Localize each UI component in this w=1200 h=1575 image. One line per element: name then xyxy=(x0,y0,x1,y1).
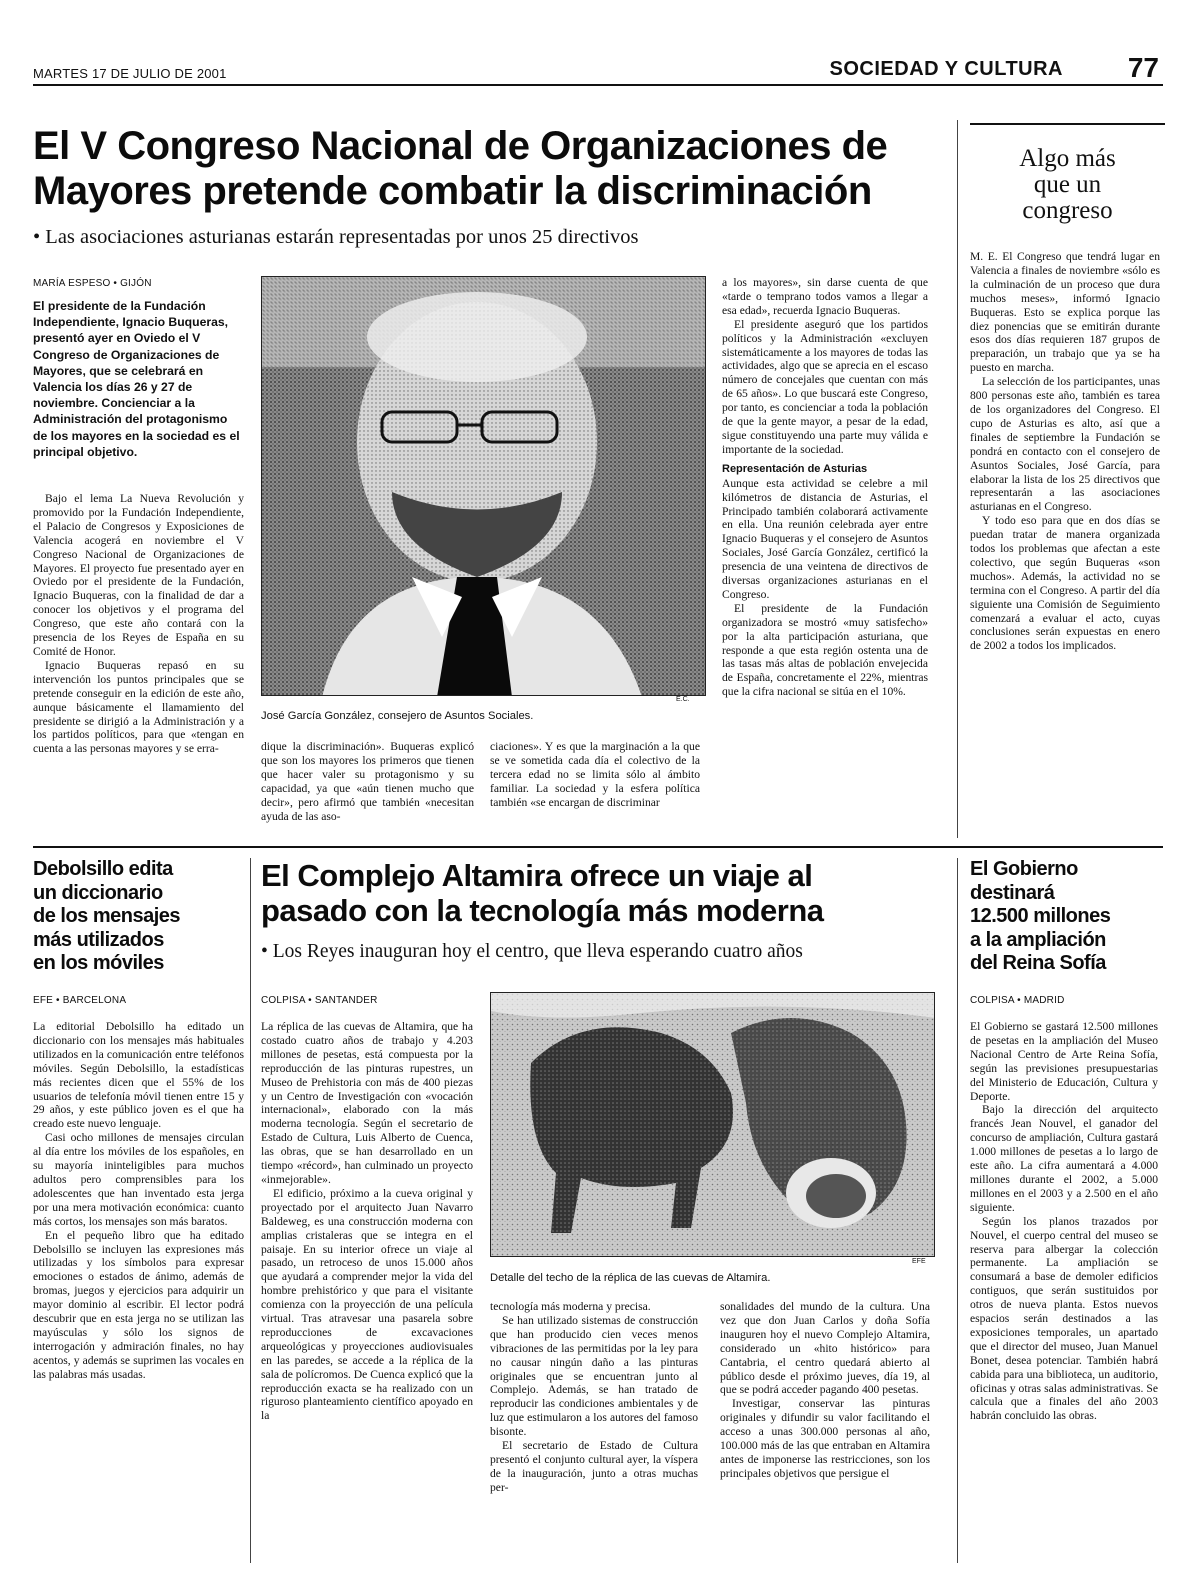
page-number: 77 xyxy=(1127,52,1159,83)
sidebar-body xyxy=(970,250,1160,653)
paragraph: La editorial Debolsillo ha editado un diccionario con los mensajes más habituales utilizados en la comunicación entre teléfonos móviles. Según Debolsillo, la estadísticas más recientes dicen que el 55% de los usuarios de telefonía móvil tienen entre 15 y 29 años, y este público joven es el que ha creado este nuevo lenguaje. xyxy=(33,1020,244,1131)
paragraph: La réplica de las cuevas de Altamira, que ha costado cuatro años de trabajo y 4.203 millones de pesetas, está compuesta por la reproducción de las pinturas rupestres, un Museo de Prehistoria con más de 400 piezas y un Centro de Investigación con «vocación internacional», elaborado con la más moderna tecnología. Según el secretario de Estado de Cultura, Luis Alberto de Cuenca, las obras, que se han desarrollado en un tiempo «récord», han culminado un proyecto «inmejorable». xyxy=(261,1020,473,1186)
debolsillo-body xyxy=(33,1020,244,1382)
altamira-column-1 xyxy=(261,1020,473,1423)
main-byline: MARÍA ESPESO • GIJÓN xyxy=(33,278,152,289)
paragraph: Casi ocho millones de mensajes circulan al día entre los móviles de los españoles, en su mayoría ininteligibles para muchos adultos pero comprensibles para los adolescentes que han inventado esta jerga por una mera motivación económica: cuanto más cortos, los mensajes son más baratos. xyxy=(33,1131,244,1228)
paragraph: ciaciones». Y es que la marginación a la que se ve sometida cada día el colectivo de la tercera edad no se limita sólo al ámbito familiar. La sociedad y la esfera política también «se encargan de discriminar xyxy=(490,740,700,809)
masthead xyxy=(33,54,1163,86)
main-column-2 xyxy=(261,740,474,823)
paragraph: sonalidades del mundo de la cultura. Una vez que don Juan Carlos y doña Sofía inauguren hoy el nuevo Complejo Altamira, considerado un «hito histórico» para Cantabria, el centro quedará abierto al público desde el próximo jueves, día 19, al que se podrá acceder pagando 400 pesetas. xyxy=(720,1300,930,1397)
altamira-column-3 xyxy=(720,1300,930,1481)
headline-line: de los mensajes xyxy=(33,905,181,927)
headline-line: pasado con la tecnología más moderna xyxy=(261,893,824,928)
paragraph: Bajo el lema La Nueva Revolución y promovido por la Fundación Independiente, el Palacio de Congresos y Exposiciones de Valencia acogerá en noviembre el V Congreso Nacional de Organizaciones de Mayores. El proyecto fue presentado ayer en Oviedo por el presidente de la Fundación, Ignacio Buqueras, con la finalidad de dar a conocer los objetivos y el programa del Congreso, que este año contará con la presencia de los Reyes de España en su Comité de Honor. xyxy=(33,492,244,658)
paragraph: El edificio, próximo a la cueva original y proyectado por el arquitecto Juan Navarro Baldeweg, es una construcción moderna con amplias cristaleras que se integra en el paisaje. En su interior ofrece un viaje al pasado, un retroceso de unos 15.000 años que ayudará a comprender mejor la vida del hombre prehistórico y que para el visitante comienza con la proyección de una película virtual. Tras atravesar una pasarela sobre reproducciones de excavaciones arqueológicas y proyecciones audiovisuales en las paredes, se accede a la réplica de la sala de polícromos. De Cuenca explicó que la reproducción exacta se ha realizado con un riguroso planteamiento científico apoyado en la xyxy=(261,1186,473,1423)
paragraph: En el pequeño libro que ha editado Debolsillo se incluyen las expresiones más utilizadas y los símbolos para expresar emociones o estados de ánimo, además de bromas, juegos y ejercicios para adquirir un mayor dominio al escribir. El lector podrá descubrir que en esta jerga no se utilizan las mayúsculas y sólo los signos de interrogación y admiración finales, no hay acentos, y además se suprimen las vocales en las palabras más usadas. xyxy=(33,1228,244,1381)
main-lede: El presidente de la Fundación Independiente, Ignacio Buqueras, presentó ayer en Oviedo el V Congreso de Organizaciones de Mayores, que se celebrará en Valencia los días 26 y 27 de noviembre. Concienciar a la Administración del protagonismo de los mayores en la sociedad es el principal objetivo. xyxy=(33,299,240,459)
headline-line: Debolsillo edita xyxy=(33,858,173,880)
headline-line: del Reina Sofía xyxy=(970,952,1106,974)
main-headline-line: El V Congreso Nacional de Organizaciones de xyxy=(33,124,888,168)
paragraph: a los mayores», sin darse cuenta de que «tarde o temprano todos vamos a llegar a esa edad», recuerda Ignacio Buqueras. xyxy=(722,276,928,317)
paragraph: Y todo eso para que en dos días se puedan tratar de manera organizada todos los problemas que afectan a este colectivo, que según Buqueras «son muchos». Además, la actividad no se termina con el Congreso. A partir del día siguiente una Comisión de Seguimiento comenzará a evaluar el acto, cuyas conclusiones serán expuestas en enero de 2002 a todos los implicados. xyxy=(970,514,1160,653)
portrait-image xyxy=(262,277,706,696)
column-rule xyxy=(957,120,958,838)
paragraph: Ignacio Buqueras repasó en su intervención los puntos principales que se pretende conseguir en la edición de este año, aunque básicamente el llamamiento del presidente se dirigió a la Administración y a los partidos políticos, para que «tengan en cuenta a las personas mayores y se erra- xyxy=(33,658,244,756)
debolsillo-headline xyxy=(33,858,243,976)
altamira-photo-caption: Detalle del techo de la réplica de las cuevas de Altamira. xyxy=(490,1272,771,1284)
reina-sofia-body xyxy=(970,1020,1158,1423)
photo-caption: José García González, consejero de Asuntos Sociales. xyxy=(261,710,534,722)
main-headline xyxy=(33,124,963,214)
sidebar-title-line: que un xyxy=(1033,171,1102,198)
main-column-4 xyxy=(722,276,928,699)
section-name: SOCIEDAD Y CULTURA xyxy=(829,58,1063,80)
sidebar-title-line: Algo más xyxy=(1019,145,1116,172)
headline-line: El Gobierno xyxy=(970,858,1078,880)
main-column-3 xyxy=(490,740,700,810)
paragraph: Bajo la dirección del arquitecto francés Jean Nouvel, el ganador del concurso de ampliación, Cultura gastará 1.000 millones de pesetas a lo largo de este año. La cifra aumentará a 4.000 millones durante el 2002, a 5.000 millones en el 2003 y a 2.500 en el año siguiente. xyxy=(970,1103,1158,1214)
paragraph: dique la discriminación». Buqueras explicó que son los mayores los primeros que tienen que hacer valer su protagonismo y su capacidad, ya que «aún tienen mucho que decir», pero afirmó que también «necesitan ayuda de las aso- xyxy=(261,740,474,823)
reina-sofia-headline xyxy=(970,858,1165,976)
column-rule xyxy=(250,858,251,1563)
sidebar-title-line: congreso xyxy=(1022,197,1113,224)
headline-line: 12.500 millones xyxy=(970,905,1111,927)
headline-line: a la ampliación xyxy=(970,928,1106,951)
altamira-photo xyxy=(490,992,935,1257)
main-headline-line: Mayores pretende combatir la discriminación xyxy=(33,169,872,213)
altamira-headline xyxy=(261,858,951,928)
column-rule xyxy=(957,858,958,1563)
sidebar-rule xyxy=(970,123,1165,125)
altamira-column-2 xyxy=(490,1300,698,1495)
headline-line: más utilizados xyxy=(33,928,164,951)
paragraph: Investigar, conservar las pinturas originales y difundir su valor facilitando el acceso a unas 300.000 personas al año, 100.000 más de las que entraban en Altamira antes de imponerse las restricciones, son los principales objetivos que persigue el xyxy=(720,1397,930,1480)
paragraph: tecnología más moderna y precisa. xyxy=(490,1300,651,1313)
main-column-1 xyxy=(33,492,244,756)
reina-sofia-byline: COLPISA • MADRID xyxy=(970,995,1065,1006)
headline-line: El Complejo Altamira ofrece un viaje al xyxy=(261,858,813,893)
altamira-photo-credit: EFE xyxy=(912,1258,926,1265)
altamira-deck: • Los Reyes inauguran hoy el centro, que lleva esperando cuatro años xyxy=(261,941,803,962)
paragraph: El secretario de Estado de Cultura presentó el conjunto cultural ayer, la víspera de la inauguración, junto a otras muchas per- xyxy=(490,1439,698,1494)
cave-painting-image xyxy=(491,993,935,1257)
portrait-photo xyxy=(261,276,706,696)
paragraph: Aunque esta actividad se celebre a mil kilómetros de distancia de Asturias, el Principado también colaborará activamente en ella. Una reunión celebrada ayer entre Ignacio Buqueras y el consejero de Asuntos Sociales, José García González, certificó la presencia de una veintena de directivos de diversas organizaciones asturianas en el Congreso. xyxy=(722,476,928,601)
sidebar-title xyxy=(970,146,1165,224)
altamira-byline: COLPISA • SANTANDER xyxy=(261,995,378,1006)
paragraph: La selección de los participantes, unas 800 personas este año, también es tarea de los organizadores del Congreso. El cupo de Asturias es alto, así que a finales de septiembre la Fundación se pondrá en contacto con el consejero de Asuntos Sociales, José García, para elaborar la lista de los 25 directivos que representarán a las asociaciones asturianas en el Congreso. xyxy=(970,375,1160,514)
headline-line: destinará xyxy=(970,881,1055,904)
section-divider xyxy=(33,846,1163,848)
headline-line: un diccionario xyxy=(33,881,163,904)
debolsillo-byline: EFE • BARCELONA xyxy=(33,995,127,1006)
paragraph: Se han utilizado sistemas de construcción que han producido cien veces menos vibraciones de las permitidas por la ley para no causar ningún daño a las pinturas originales que se encuentran junto al Complejo. Además, se han tratado de reproducir las condiciones ambientales y de luz que estimularon a los autores del famoso bisonte. xyxy=(490,1313,698,1439)
page-date: MARTES 17 DE JULIO DE 2001 xyxy=(33,66,227,81)
paragraph: El presidente aseguró que los partidos políticos y la Administración «excluyen sistemáticamente a los mayores de todas las actividades, algo que se aprecia en el escaso número de concejales que cuentan con más de 65 años». Lo que buscará este Congreso, por tanto, es concienciar a toda la población de que la gente mayor, a pesar de la edad, sigue constituyendo una parte muy válida e importante de la sociedad. xyxy=(722,317,928,456)
paragraph: Según los planos trazados por Nouvel, el cuerpo central del museo se reserva para albergar la colección permanente. La ampliación se consumará a base de demoler edificios contiguos, que serán sustituidos por otros de nueva planta. Estos nuevos espacios serán destinados a las exposiciones temporales, un apartado que el director del museo, Juan Manuel Bonet, desea potenciar. También habrá cabida para una biblioteca, un auditorio, oficinas y otras salas administrativas. Se calcula que a finales del año 2003 habrán concluido las obras. xyxy=(970,1214,1158,1423)
main-deck: • Las asociaciones asturianas estarán representadas por unos 25 directivos xyxy=(33,226,639,248)
section-subhead: Representación de Asturias xyxy=(722,462,868,475)
paragraph: El Gobierno se gastará 12.500 millones de pesetas en la ampliación del Museo Nacional Centro de Arte Reina Sofía, según las previsiones presupuestarias del Ministerio de Educación, Cultura y Deporte. xyxy=(970,1020,1158,1103)
photo-credit: E.C. xyxy=(676,696,690,703)
paragraph: El presidente de la Fundación organizadora se mostró «muy satisfecho» por la alta participación asturiana, que responde a que esta región ostenta una de las tasas más altas de población envejecida de España, concretamente el 22%, mientras que la cifra nacional se sitúa en el 10%. xyxy=(722,601,928,699)
paragraph: M. E. El Congreso que tendrá lugar en Valencia a finales de noviembre «sólo es la culminación de un proceso que dura muchos meses», informó Ignacio Buqueras. Esto se explica porque las diez ponencias que se emitirán durante esos dos días requieren 187 grupos de preparación, un trabajo que ya se ha puesto en marcha. xyxy=(970,250,1160,375)
headline-line: en los móviles xyxy=(33,952,164,974)
